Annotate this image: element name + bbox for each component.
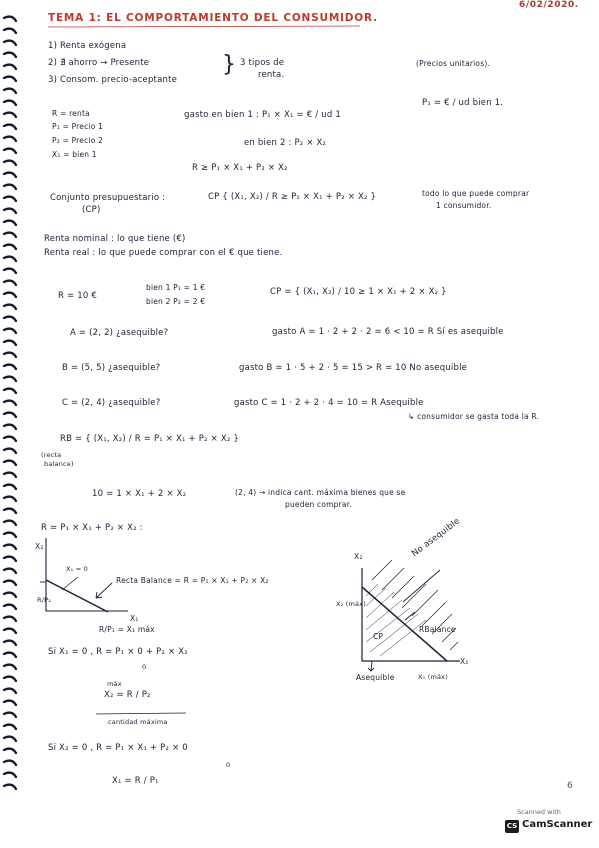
renta-nominal: Renta nominal : lo que tiene (€) [44, 234, 186, 244]
def-x1: X₁ = bien 1 [52, 150, 97, 159]
derivation-si-x2: Si X₂ = 0 , R = P₁ × X₁ + P₂ × 0 [48, 743, 188, 753]
graph-x2-max: X₂ (máx) [336, 600, 366, 608]
graph-left-x2-label: X₂ [35, 542, 44, 551]
budget-inequality: R ≥ P₁ × X₁ + P₂ × X₂ [192, 163, 288, 173]
recta-note-2: pueden comprar. [285, 500, 352, 509]
intro-item-1: 1) Renta exógena [48, 41, 127, 51]
cp-label: Conjunto presupuestario : [50, 193, 166, 203]
def-p1: P₁ = Precio 1 [52, 122, 104, 131]
derivation-zero-2: 0 [226, 761, 231, 769]
camscanner-logo-icon: CS [505, 820, 519, 833]
p1-units: P₁ = € / ud bien 1. [422, 98, 504, 108]
point-a-question: A = (2, 2) ¿asequible? [70, 328, 169, 338]
graph-left-x1-label: X₁ [130, 614, 139, 623]
example-bien-2: bien 2 P₂ = 2 € [146, 297, 206, 306]
graph-right-x1-label: X₁ [460, 657, 469, 666]
recta-equation: 10 = 1 × X₁ + 2 × X₂ [92, 489, 187, 499]
example-cp: CP = { (X₁, X₂) / 10 ≥ 1 × X₁ + 2 × X₂ } [270, 287, 447, 297]
point-c-question: C = (2, 4) ¿asequible? [62, 398, 161, 408]
date: 6/02/2020. [519, 0, 579, 10]
def-renta: R = renta [52, 109, 90, 118]
example-bien-1: bien 1 P₁ = 1 € [146, 283, 206, 292]
point-c-note: ↳ consumidor se gasta toda la R. [408, 412, 540, 421]
recta-label-1: (recta [41, 451, 62, 459]
no-asequible-label: No asequible [410, 516, 463, 559]
graph-equation: R = P₁ × X₁ + P₂ × X₂ : [41, 523, 143, 533]
camscanner-watermark [503, 808, 591, 838]
intro-types: 3 tipos de [240, 58, 285, 68]
graph-right-x2-label: X₂ [354, 552, 363, 561]
unit-prices-note: (Precios unitarios). [416, 59, 491, 68]
derivation-si-x1: Si X₁ = 0 , R = P₁ × 0 + P₂ × X₂ [48, 647, 188, 657]
page-title: TEMA 1: EL COMPORTAMIENTO DEL CONSUMIDOR. [48, 12, 378, 24]
graph-cp-label: CP [373, 632, 384, 641]
intro-types-2: renta. [258, 70, 285, 80]
asequible-label: Asequible [356, 673, 395, 682]
recta-label-2: balance) [44, 460, 74, 468]
intro-item-3: 3) Consom. precio-aceptante [48, 75, 178, 85]
camscanner-name: CamScanner [522, 819, 593, 830]
intro-brace: } [222, 52, 237, 77]
point-b-question: B = (5, 5) ¿asequible? [62, 363, 161, 373]
cp-abbr: (CP) [82, 205, 101, 215]
point-a-result: gasto A = 1 · 2 + 2 · 2 = 6 < 10 = R Sí es asequible [272, 327, 504, 337]
derivation-zero-1: 0 [142, 663, 147, 671]
point-b-result: gasto B = 1 · 5 + 2 · 5 = 15 > R = 10 No asequible [239, 363, 468, 373]
graph-x1-max: R/P₁ = X₁ máx [99, 625, 155, 634]
recta-balance-label: Recta Balance = R = P₁ × X₁ + P₂ × X₂ [116, 576, 269, 585]
graph-x1-zero: X₁ = 0 [66, 565, 88, 573]
derivation-max: máx [107, 680, 122, 688]
graph-x1-max-right: X₁ (máx) [418, 673, 448, 681]
cp-formula: CP { (X₁, X₂) / R ≥ P₁ × X₁ + P₂ × X₂ } [208, 192, 377, 202]
cp-note-1: todo lo que puede comprar [422, 189, 530, 198]
derivation-x1-equation: X₁ = R / P₁ [112, 776, 159, 786]
derivation-cantidad: cantidad máxima [108, 718, 168, 726]
scanned-with-label: Scanned with [517, 808, 561, 816]
point-c-result: gasto C = 1 · 2 + 2 · 4 = 10 = R Asequible [234, 398, 424, 408]
recta-balance-set: RB = { (X₁, X₂) / R = P₁ × X₁ + P₂ × X₂ } [60, 434, 239, 444]
cp-note-2: 1 consumidor. [436, 201, 492, 210]
graph-r-over-p2: R/P₂ [37, 596, 52, 604]
example-renta: R = 10 € [58, 291, 97, 301]
page-number: 6 [567, 781, 573, 791]
renta-real: Renta real : lo que puede comprar con el € que tiene. [44, 248, 283, 258]
graph-rbalance-label: RBalance [419, 625, 456, 634]
intro-item-2: 2) ∄ ahorro → Presente [48, 58, 150, 68]
gasto-bien-1: gasto en bien 1 : P₁ × X₁ = € / ud 1 [184, 110, 341, 120]
derivation-x2-equation: X₂ = R / P₂ [104, 690, 151, 700]
recta-note-1: (2, 4) → indica cant. máxima bienes que se [235, 488, 406, 497]
gasto-bien-2: en bien 2 : P₂ × X₂ [244, 138, 327, 148]
def-p2: P₂ = Precio 2 [52, 136, 104, 145]
